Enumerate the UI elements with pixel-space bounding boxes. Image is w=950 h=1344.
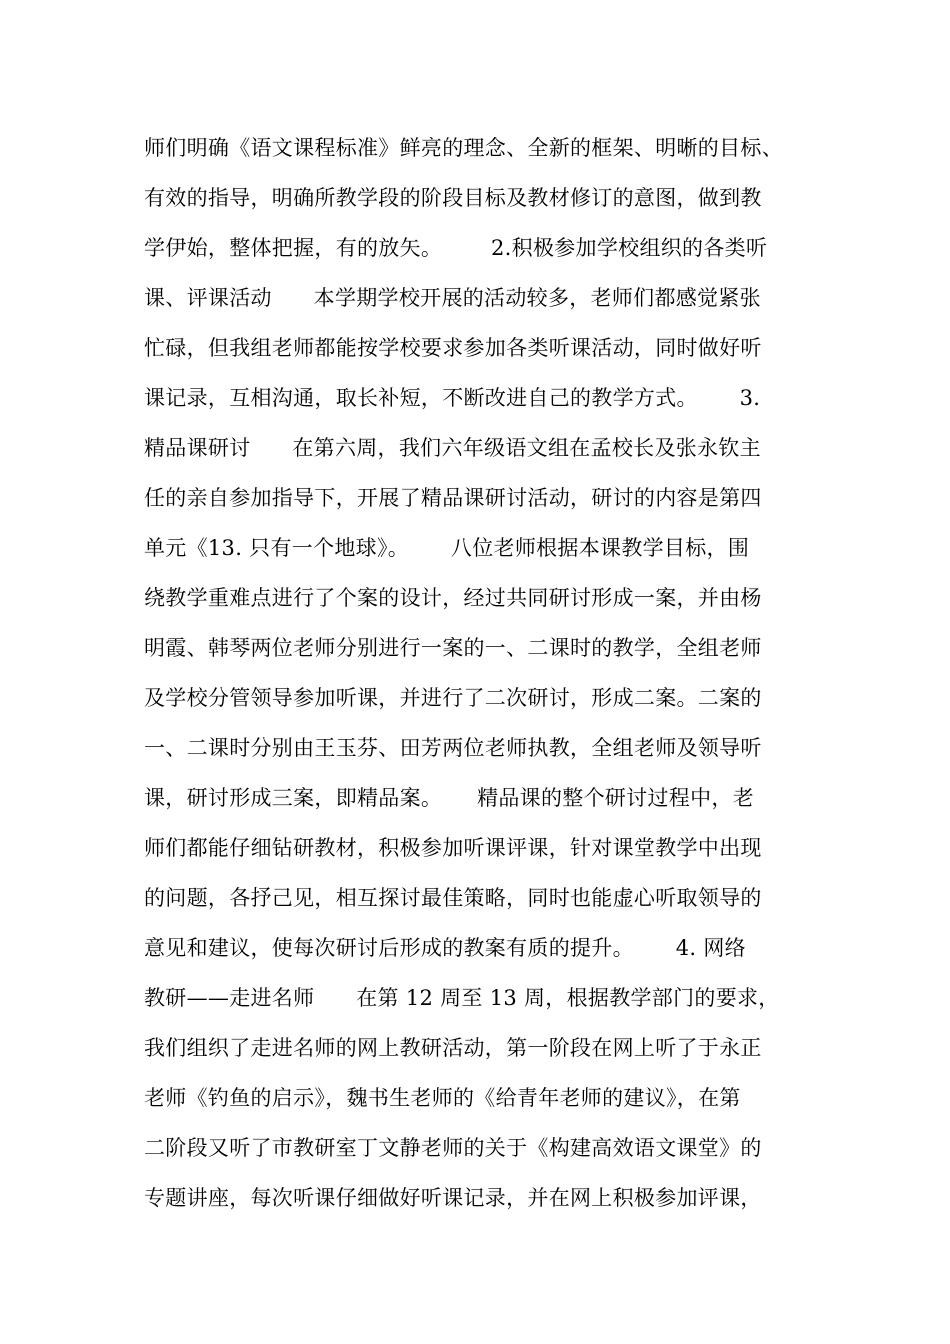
text-line: 一、二课时分别由王玉芬、田芳两位老师执教，全组老师及领导听	[144, 736, 762, 760]
text-line: 忙碌，但我组老师都能按学校要求参加各类听课活动，同时做好听	[144, 336, 762, 360]
text-line: 课、评课活动 本学期学校开展的活动较多，老师们都感觉紧张	[144, 286, 761, 310]
text-line: 课，研讨形成三案，即精品案。 精品课的整个研讨过程中，老	[144, 786, 754, 810]
text-line: 有效的指导，明确所教学段的阶段目标及教材修订的意图，做到教	[144, 186, 762, 210]
text-line: 老师《钓鱼的启示》，魏书生老师的《给青年老师的建议》，在第	[144, 1086, 741, 1110]
text-line: 精品课研讨 在第六周，我们六年级语文组在孟校长及张永钦主	[144, 436, 761, 460]
text-line: 专题讲座，每次听课仔细做好听课记录，并在网上积极参加评课，	[144, 1186, 762, 1210]
text-line: 绕教学重难点进行了个案的设计，经过共同研讨形成一案，并由杨	[144, 586, 762, 610]
text-line: 学伊始，整体把握，有的放矢。 2.积极参加学校组织的各类听	[144, 236, 768, 260]
text-line: 明霞、韩琴两位老师分别进行一案的一、二课时的教学，全组老师	[144, 636, 762, 660]
text-line: 及学校分管领导参加听课，并进行了二次研讨，形成二案。二案的	[144, 686, 762, 710]
text-line: 二阶段又听了市教研室丁文静老师的关于《构建高效语文课堂》的	[144, 1136, 762, 1160]
text-line: 的问题，各抒己见，相互探讨最佳策略，同时也能虚心听取领导的	[144, 886, 762, 910]
text-line: 师们都能仔细钻研教材，积极参加听课评课，针对课堂教学中出现	[144, 836, 762, 860]
body-text	[144, 123, 834, 1223]
text-line: 课记录，互相沟通，取长补短，不断改进自己的教学方式。 3.	[144, 386, 761, 410]
text-line: 单元《13. 只有一个地球》。 八位老师根据本课教学目标，围	[144, 536, 750, 560]
text-line: 意见和建议，使每次研讨后形成的教案有质的提升。 4. 网络	[144, 936, 746, 960]
text-line: 我们组织了走进名师的网上教研活动，第一阶段在网上听了于永正	[144, 1036, 762, 1060]
text-line: 任的亲自参加指导下，开展了精品课研讨活动，研讨的内容是第四	[144, 486, 762, 510]
text-line: 师们明确《语文课程标准》鲜亮的理念、全新的框架、明晰的目标、	[144, 136, 783, 160]
text-line: 教研——走进名师 在第 12 周至 13 周，根据教学部门的要求，	[144, 986, 780, 1010]
